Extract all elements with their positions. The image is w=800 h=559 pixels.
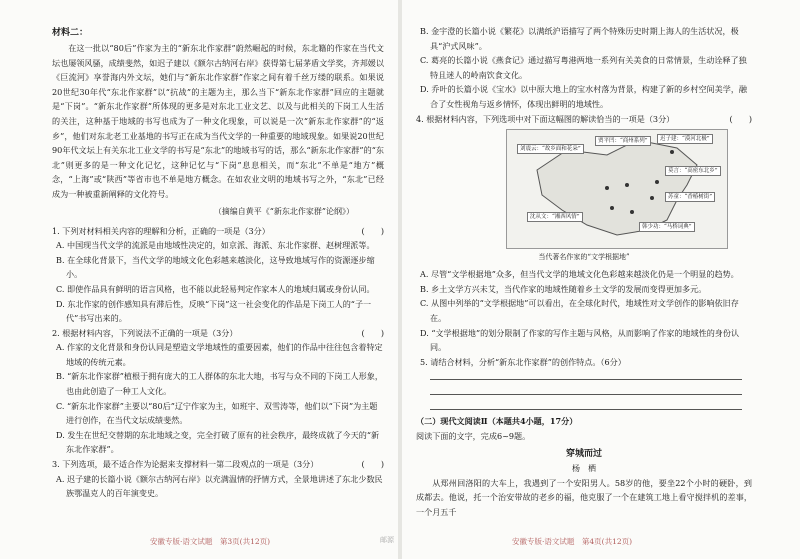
- map-label: 苏童：“香椿树街”: [665, 192, 715, 202]
- question-4-stem: 4. 根据材料内容，下列选项中对下面这幅图的解读恰当的一项是（3分）: [416, 113, 675, 124]
- map-caption: 当代著名作家的“文学根据地”: [538, 253, 630, 262]
- literary-map-figure: [506, 129, 728, 249]
- question-4: [416, 112, 752, 355]
- question-5-stem: 5. 请结合材料，分析“新东北作家群”的创作特点。（6分）: [420, 356, 626, 367]
- option-d: D. 乔叶的长篇小说《宝水》以中原大地上的宝水村落为背景，构建了新的乡村空间美学，融合了女性视角与返乡情怀，体现出鲜明的地域性。: [420, 84, 748, 109]
- answer-line[interactable]: [430, 369, 742, 380]
- question-5: [416, 355, 752, 411]
- option-d: D. 发生在世纪交替期的东北地域之变，完全打破了原有的社会秩序，最终成就了今天的“新东北作家群”。: [56, 429, 380, 455]
- option-a: A. 作家的文化背景和身份认同是塑造文学地域性的重要因素，他们的作品中往往包含着特定地域的传统元素。: [56, 342, 383, 367]
- question-3-continued: [416, 24, 752, 112]
- map-label: 迟子建：“漠河北极”: [657, 134, 713, 144]
- page-footer-right: 安徽专版·语文试题 第4页(共12页): [512, 537, 633, 546]
- answer-paren: ( ): [361, 459, 384, 470]
- question-3-stem: 3. 下列选项，最不适合作为论据来支撑材料一第二段观点的一项是（3分）: [52, 459, 319, 470]
- option-b: B. 在全球化背景下，当代文学的地域文化色彩越来越淡化，这导致地域写作的资源逐步缩小。: [56, 254, 375, 280]
- map-label: 刘震云：“故乡面和花朵”: [517, 144, 584, 154]
- center-stamp: 邮源: [380, 536, 394, 544]
- question-2: [52, 326, 384, 457]
- option-c: C. 从图中列举的“文学根据地”可以看出，在全球化时代，地域性对文学创作的影响依旧存在。: [420, 298, 739, 323]
- answer-paren: ( ): [729, 113, 752, 124]
- option-c: C. “新东北作家群”主要以“80后”辽宁作家为主，如班宇、双雪涛等，他们以“下岗”为主题进行创作，在当代文坛成绩斐然。: [56, 400, 378, 426]
- option-b: B. “新东北作家群”植根于拥有庞大的工人群体的东北大地，书写与众不同的下岗工人形象，也由此创造了一种工人文化。: [56, 371, 383, 397]
- option-d: D. “文学根据地”的划分限制了作家的写作主题与风格，从而影响了作家的地域性的身份认同。: [420, 327, 740, 353]
- option-b: B. 金宇澄的长篇小说《繁花》以满纸沪语描写了两个特殊历史时期上海人的生活状况，极具“沪式风味”。: [420, 26, 739, 51]
- page-right: [402, 0, 800, 559]
- answer-line[interactable]: [430, 399, 742, 410]
- story-author: 杨 栖: [572, 463, 596, 473]
- material-paragraph: 在这一批以“80后”作家为主的“新东北作家群”蔚然崛起的时候，东北籍的作家在当代文坛也屡领风骚，成绩斐然，如迟子建以《额尔古纳河右岸》获得第七届茅盾文学奖，齐邦媛以《巨流河》享誉海内外文坛，她们与“新东北作家群”作家之间有着千丝万缕的联系。如果说20世纪30年代“东北作家群”以“抗战”的主题为主，那么当下“新东北作家群”回应的主题就是“下岗”。“新东北作家群”所体现的更多是对东北工业文艺、以及与此相关的下岗工人生活的关注，这种基于地域的书写也成为了一种文化现象，可以说是一次“新东北作家群”的“返乡”，他们对东北老工业基地的书写正在成为当代文学的一种重要的地域现象。如果说20世纪90年代文坛上有关东北工业文学的书写是“东北”的地域书写的话，那么“新东北作家群”的“东北”则更多的是一种文化记忆，这种记忆与“下岗”息息相关，而“东北”不单是“地方”概念，“上海”或“陕西”等省市也不单是地方概念。在如农业文明的地域书写之外，“东北”已经成为一种被重新阐释的文化符号。: [52, 43, 384, 199]
- story-text: 从郑州回洛阳的大车上，我遇到了一个安阳男人。58岁的他，要坐22个小时的硬卧，到成都去。他说，托一个治安带故的老乡的福，他克服了一个在建筑工地上看守搅拌机的差事，一个月五千: [416, 477, 752, 517]
- option-c: C. 即使作品具有鲜明的语言风格，也不能以此轻易判定作家本人的地域归属或身份认同。: [56, 283, 375, 294]
- answer-line[interactable]: [430, 384, 742, 395]
- question-2-stem: 2. 根据材料内容，下列说法不正确的一项是（3分）: [52, 327, 238, 338]
- option-a: A. 中国现当代文学的流派是由地域性决定的，如京派、海派、东北作家群、赵树理派等。: [56, 240, 375, 251]
- page-left: [0, 0, 398, 559]
- option-a: A. 迟子建的长篇小说《额尔古纳河右岸》以充满温情的抒情方式，全景地讲述了东北少数民族鄂温克人的百年演变史。: [56, 473, 383, 499]
- map-label: 贾平凹：“商州系列”: [595, 136, 651, 146]
- story-title: 穿城而过: [565, 448, 602, 459]
- option-c: C. 葛亮的长篇小说《燕食记》通过描写粤港两地一系列有关美食的日常情景，生动诠释了独特且迷人的岭南饮食文化。: [420, 55, 747, 80]
- map-label: 韩少功：“马桥词典”: [639, 222, 695, 232]
- option-d: D. 东北作家的创作感知具有滞后性，反映“下岗”这一社会变化的作品是下岗工人的“子一代”书写出来的。: [56, 298, 372, 324]
- question-1: [52, 224, 384, 326]
- option-a: A. 尽管“文学根据地”众多，但当代文学的地域文化色彩越来越淡化仍是一个明显的趋势。: [420, 269, 739, 280]
- material-heading: 材料二：: [52, 28, 89, 38]
- question-3: [52, 457, 384, 501]
- map-label: 莫言：“高密东北乡”: [665, 166, 721, 176]
- map-label: 沈从文：“湘西风情”: [527, 212, 583, 222]
- source-citation: （摘编自黄平《“新东北作家群”论纲》）: [213, 206, 354, 216]
- section-intro: 阅读下面的文字，完成6~9题。: [416, 430, 531, 441]
- page-footer-left: 安徽专版·语文试题 第3页(共12页): [150, 537, 271, 546]
- option-b: B. 乡土文学方兴未艾，当代作家的地域性随着乡土文学的发展而变得更加多元。: [420, 283, 707, 294]
- section-heading: （二）现代文阅读Ⅱ（本题共4小题，17分）: [416, 416, 578, 427]
- question-1-stem: 1. 下列对材料相关内容的理解和分析，正确的一项是（3分）: [52, 225, 270, 236]
- answer-paren: ( ): [361, 225, 384, 236]
- answer-paren: ( ): [361, 327, 384, 338]
